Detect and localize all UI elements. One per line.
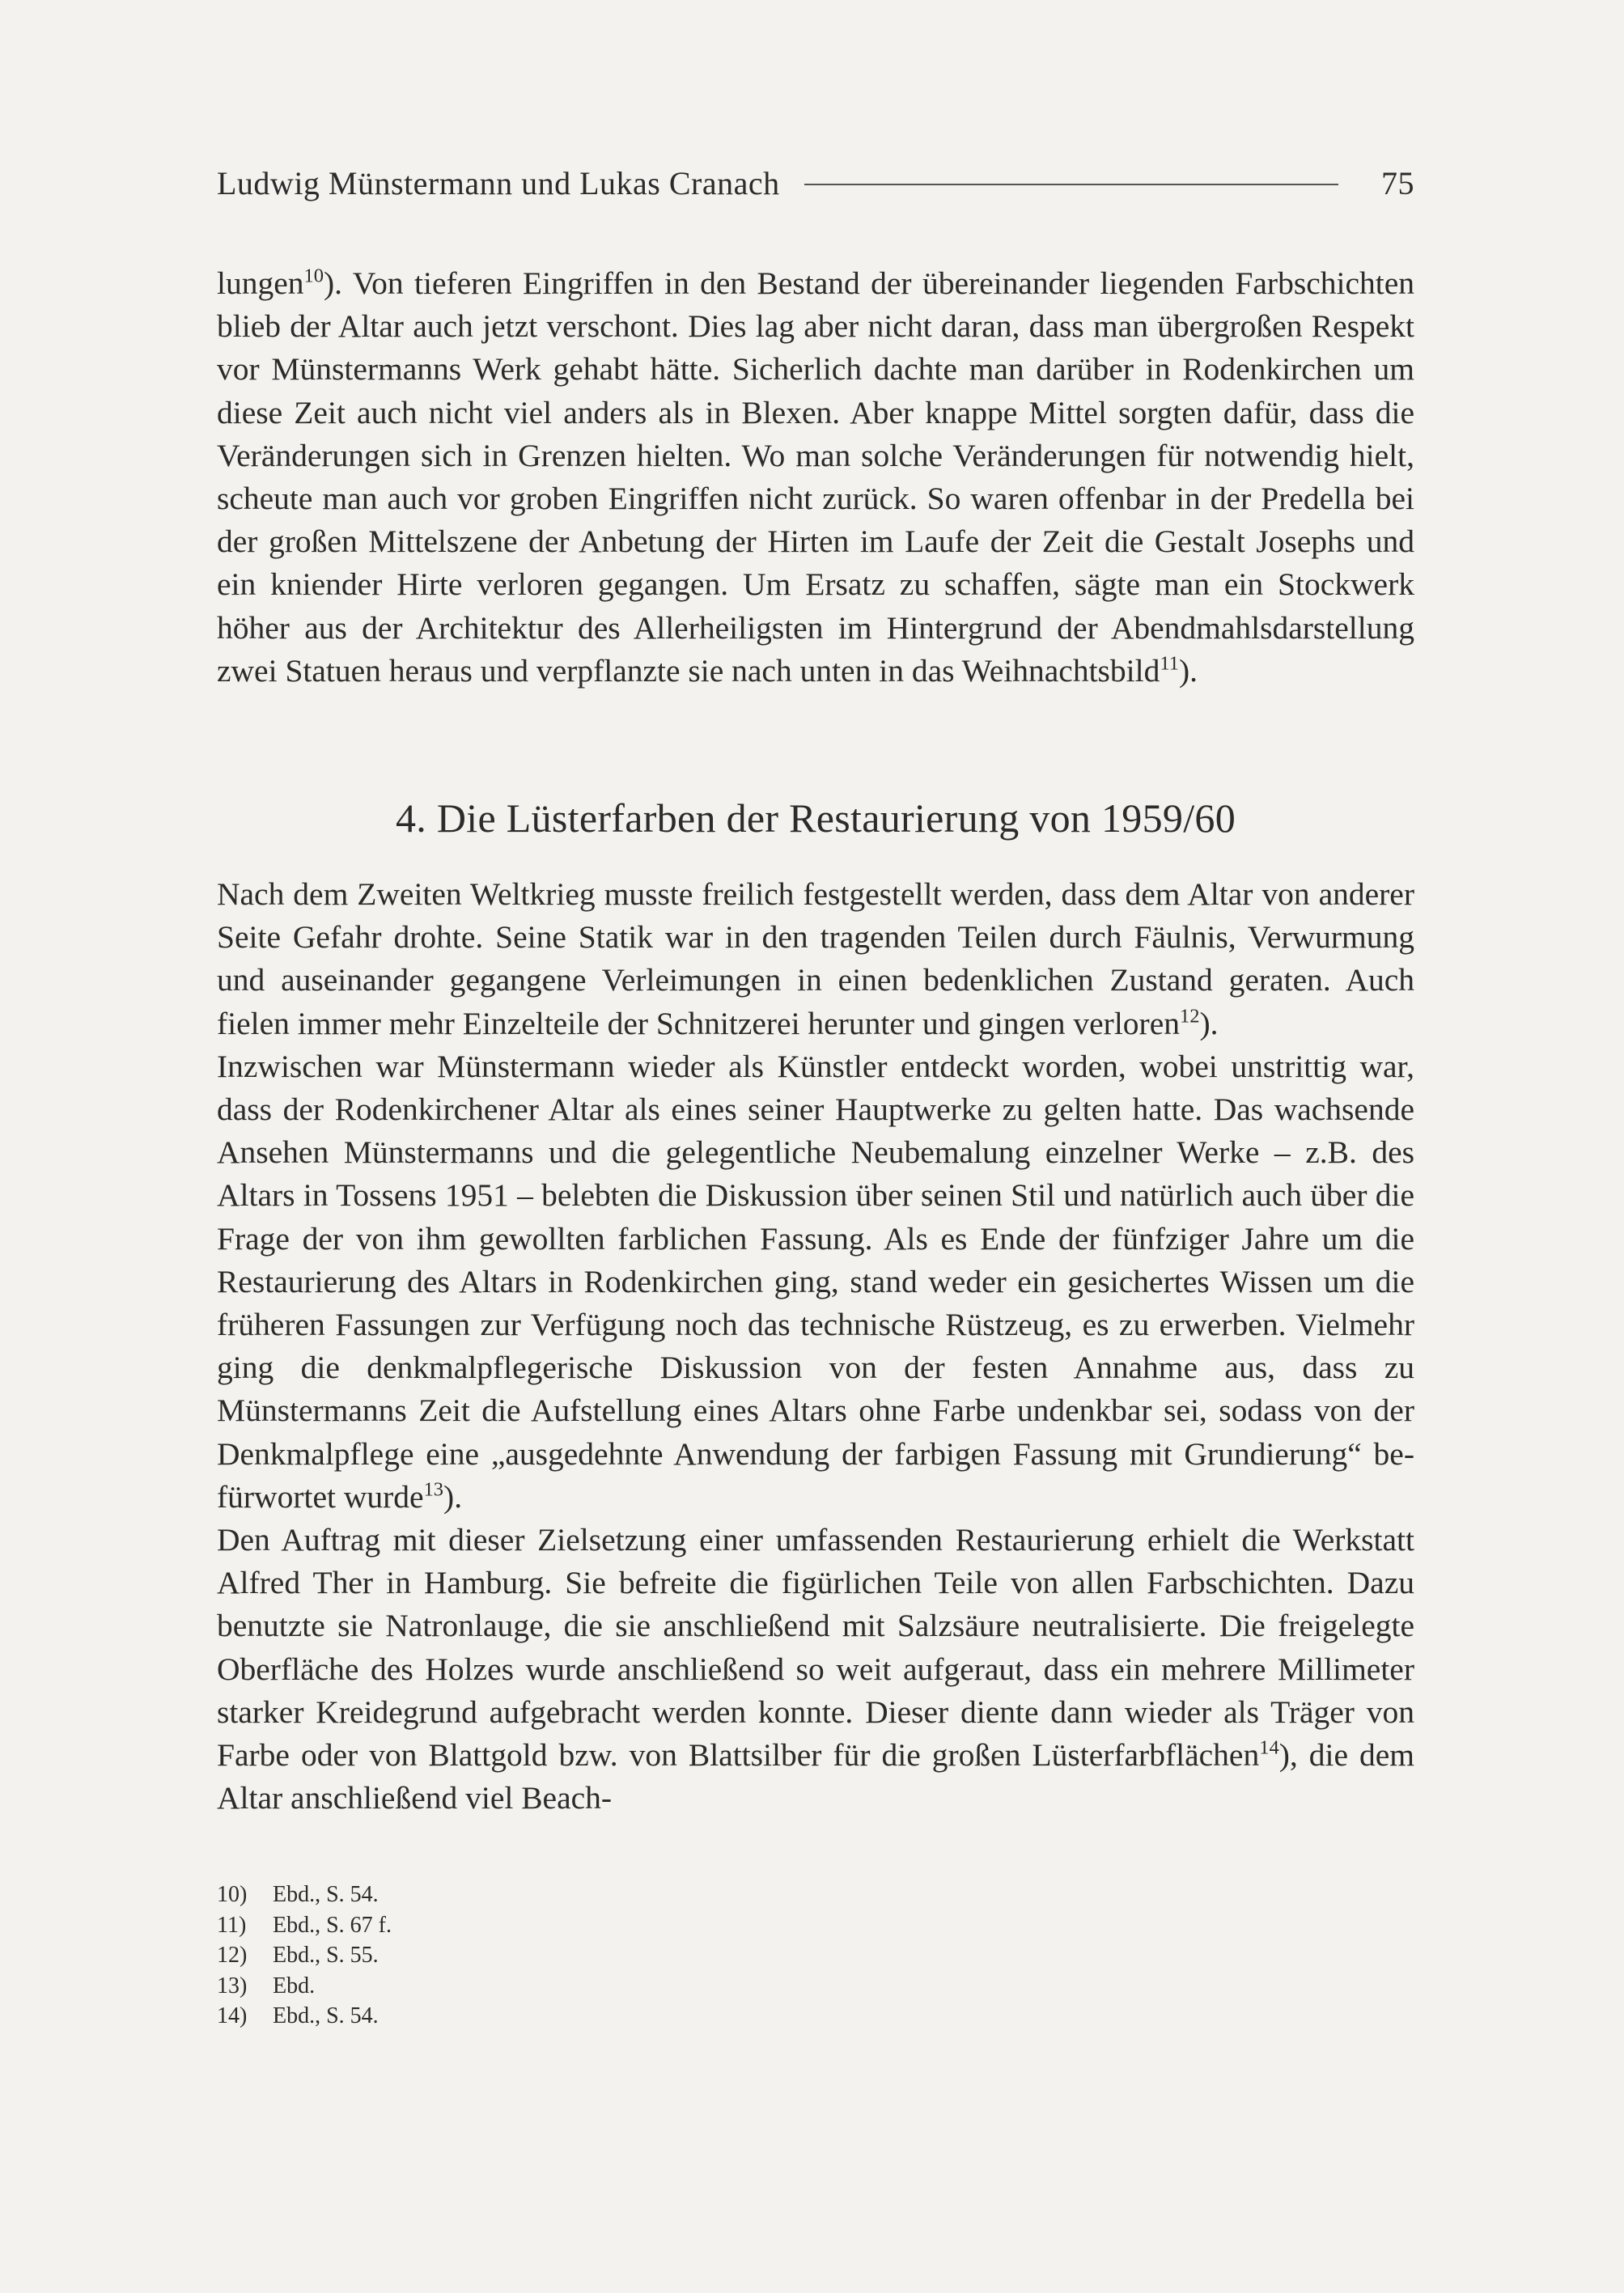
paragraph-continuation — [217, 262, 1414, 693]
paragraph-3 — [217, 1519, 1414, 1820]
text-run: ), die dem Altar anschließend viel Beach- — [217, 1737, 1415, 1816]
page-number: 75 — [1381, 164, 1414, 201]
footnote: 12) Ebd., S. 55. — [217, 1943, 379, 1968]
footnote: 10) Ebd., S. 54. — [217, 1882, 379, 1907]
running-header — [217, 160, 1414, 206]
text-run: ). Von tieferen Eingriffen in den Bestand der übereinander liegenden Farbschichten blieb der Altar auch jetzt verschont. Dies lag aber nicht daran, dass man übergroßen Respekt vor Münstermanns Werk gehabt hätte. Sicherlich dachte man darüber in Rodenkirchen um diese Zeit auch nicht viel anders als in Blexen. Aber knappe Mittel sorgten dafür, dass die Veränderungen sich in Grenzen hielten. Wo man solche Veränderungen für notwendig hielt, scheute man auch vor groben Eingriffen nicht zurück. So waren offenbar in der Predella bei der großen Mittelszene der Anbetung der Hirten im Laufe der Zeit die Gestalt Josephs und ein kniender Hirte verloren gegangen. Um Ersatz zu schaffen, sägte man ein Stockwerk höher aus der Architektur des Allerheiligsten im Hintergrund der Abendmahlsdarstellung zwei Statuen heraus und verpflanzte sie nach unten in das Weihnachtsbild — [217, 265, 1414, 689]
footnote-ref-12: 12 — [1180, 1004, 1200, 1027]
text-run: ). — [1178, 652, 1198, 689]
section-heading: 4. Die Lüsterfarben der Restaurierung von 1959/60 — [395, 795, 1236, 841]
text-run: Den Auftrag mit dieser Zielsetzung einer umfassenden Restaurierung erhielt die Werkstatt Alfred Ther in Hamburg. Sie befreite die figürlichen Teile von allen Farbschichten. Dazu benutzte sie Natronlauge, die sie anschließend mit Salzsäure neutralisierte. Die freigelegte Oberfläche des Holzes wurde anschließend so weit aufgeraut, dass ein mehrere Millimeter starker Kreidegrund aufgebracht werden konnte. Dieser diente dann wieder als Träger von Farbe oder von Blattgold bzw. von Blattsilber für die großen Lüsterfarbflächen — [217, 1522, 1414, 1774]
text-run: Nach dem Zweiten Weltkrieg musste freilich festgestellt werden, dass dem Altar von anderer Seite Gefahr drohte. Seine Statik war in den tragenden Teilen durch Fäulnis, Verwurmung und auseinander gegangene Verleimungen in einen bedenklichen Zustand geraten. Auch fielen immer mehr Einzelteile der Schnitzerei herunter und gingen verloren — [217, 876, 1414, 1041]
paragraph-1 — [217, 873, 1414, 1045]
text-run: lungen — [217, 265, 304, 301]
section-body — [217, 873, 1414, 1820]
text-run: Inzwischen war Münstermann wieder als Künstler entdeckt worden, wobei unstrittig war, dass der Rodenkirchener Altar als eines seiner Hauptwerke zu gelten hatte. Das wachsende Ansehen Münstermanns und die gelegentliche Neubemalung einzelner Werke – z.B. des Altars in Tossens 1951 – belebten die Diskussion über seinen Stil und natürlich auch über die Frage der von ihm gewollten farblichen Fassung. Als es Ende der fünfziger Jahre um die Restaurierung des Altars in Rodenkirchen ging, stand weder ein gesichertes Wissen um die früheren Fassungen zur Verfügung noch das technische Rüstzeug, es zu erwerben. Vielmehr ging die denkmalpflegerische Diskussion von der festen Annahme aus, dass zu Münstermanns Zeit die Aufstellung eines Altars ohne Farbe undenkbar sei, sodass von der Denkmalpflege eine „ausgedehnte Anwendung der farbigen Fassung mit Grundierung“ befürwortet wurde — [217, 1048, 1414, 1515]
footnote: 14) Ebd., S. 54. — [217, 2003, 379, 2028]
footnote-ref-11: 11 — [1160, 652, 1179, 675]
footnote: 13) Ebd. — [217, 1973, 316, 1998]
text-run: ). — [1199, 1005, 1219, 1041]
text-run: ). — [443, 1478, 463, 1515]
footnote-ref-14: 14 — [1259, 1736, 1279, 1759]
footnote-ref-10: 10 — [303, 265, 324, 287]
footnote-ref-13: 13 — [423, 1478, 444, 1501]
section-continuation — [217, 262, 1414, 693]
header-rule — [804, 184, 1338, 185]
running-title: Ludwig Münstermann und Lukas Cranach — [217, 164, 780, 201]
paragraph-2 — [217, 1045, 1414, 1519]
footnote: 11) Ebd., S. 67 f. — [217, 1912, 392, 1938]
footnotes — [217, 1880, 864, 2032]
